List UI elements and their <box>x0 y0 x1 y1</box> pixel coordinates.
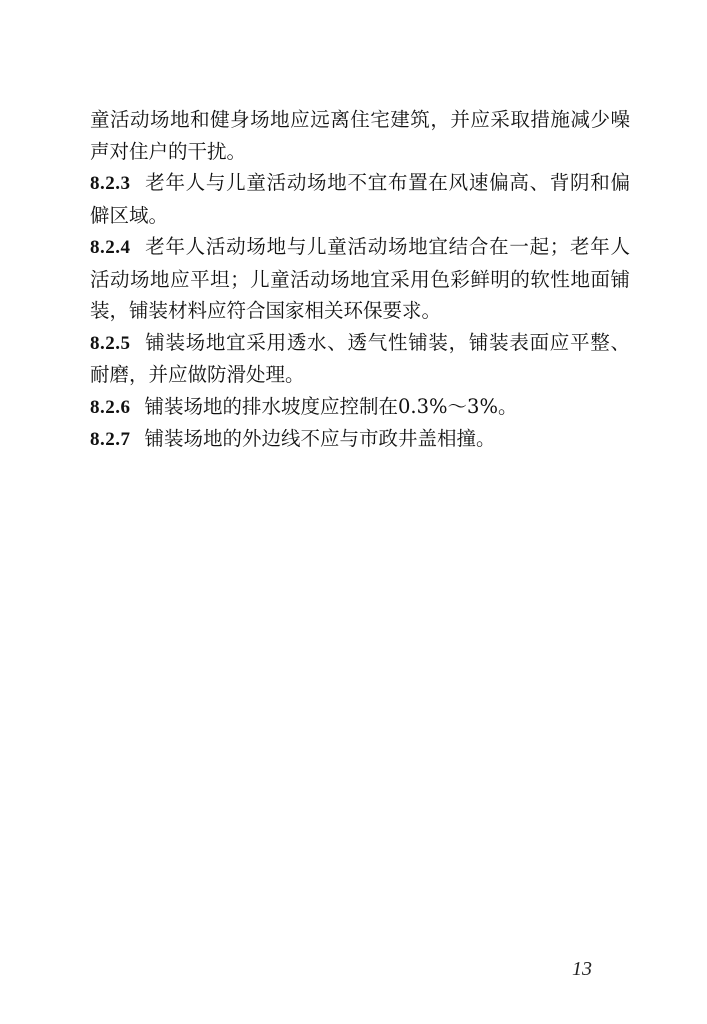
paragraph-text: 童活动场地和健身场地应远离住宅建筑，并应采取措施减少噪声对住户的干扰。 <box>90 108 630 163</box>
clause-text: 铺装场地的排水坡度应控制在0.3%～3%。 <box>144 394 518 418</box>
page-number: 13 <box>572 958 592 980</box>
clause-number: 8.2.7 <box>90 429 131 450</box>
paragraph-continued <box>90 104 630 167</box>
clause-text: 铺装场地的外边线不应与市政井盖相撞。 <box>144 427 496 450</box>
clause-number: 8.2.5 <box>90 332 131 354</box>
clause-8-2-6 <box>90 391 630 424</box>
clause-8-2-7 <box>90 423 630 456</box>
clause-text: 老年人与儿童活动场地不宜布置在风速偏高、背阴和偏僻区域。 <box>90 171 630 227</box>
clause-number: 8.2.3 <box>90 173 131 194</box>
clause-8-2-5 <box>90 327 630 391</box>
clause-text: 铺装场地宜采用透水、透气性铺装，铺装表面应平整、耐磨，并应做防滑处理。 <box>90 330 630 386</box>
clause-number: 8.2.6 <box>90 396 131 418</box>
clause-8-2-4 <box>90 231 630 327</box>
clause-text: 老年人活动场地与儿童活动场地宜结合在一起；老年人活动场地应平坦；儿童活动场地宜采用色彩鲜明的软性地面铺装，铺装材料应符合国家相关环保要求。 <box>90 235 630 322</box>
clause-8-2-3 <box>90 167 630 231</box>
clause-number: 8.2.4 <box>90 237 131 258</box>
page-body <box>90 104 630 456</box>
